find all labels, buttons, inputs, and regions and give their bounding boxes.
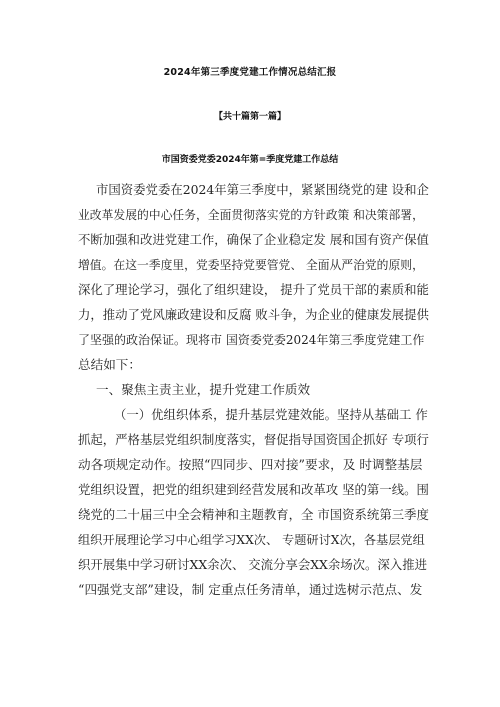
paragraph-line: 深化了理论学习，强化了组织建设， 提升了党员干部的素质和能 [78,282,429,297]
paragraph-line: 增值。在这一季度里，党委坚持党要管党、 全面从严治党的原则， [78,258,424,272]
paragraph-line: 绕党的二十届三中全会精神和主题教育，全 市国资系统第三季度 [78,507,429,522]
subsection-heading: 一、聚焦主责主业，提升党建工作质效 [96,382,311,397]
paragraph-line: 抓起，严格基层党组织制度落实，督促指导国资国企抓好 专项行 [78,432,429,447]
paragraph-line: 组织开展理论学习中心组学习XX次、 专题研讨X次，各基层党组 [78,533,425,547]
paragraph-line: 不断加强和改进党建工作，确保了企业稳定发 展和国有资产保值 [78,232,429,247]
paragraph-line: 总结如下： [78,357,141,372]
paragraph-line: 党组织设置，把党的组织建到经营发展和改革攻 坚的第一线。围 [78,482,429,497]
document-title: 2024年第三季度党建工作情况总结汇报 [163,67,337,78]
document-subtitle: 【共十篇第一篇】 [213,112,286,122]
paragraph-line: 市国资委党委在2024年第三季度中，紧紧围绕党的建 设和企 [96,182,429,197]
paragraph-line: 了坚强的政治保证。现将市 国资委党委2024年第三季度党建工作 [78,333,425,347]
paragraph-line: 织开展集中学习研讨XX余次、 交流分享会XX余场次。深入推进 [78,557,427,572]
paragraph-line: “四强党支部”建设，制 定重点任务清单，通过选树示范点、发 [78,582,423,597]
section-heading: 市国资委党委2024年第=季度党建工作总结 [161,155,339,165]
paragraph-line: 力，推动了党风廉政建设和反腐 败斗争，为企业的健康发展提供 [78,307,429,322]
paragraph-line: 业改革发展的中心任务，全面贯彻落实党的方针政策 和决策部署， [78,208,424,222]
paragraph-line: 动各项规定动作。按照“四同步、四对接”要求，及 时调整基层 [78,457,423,472]
paragraph-line: （一）优组织体系，提升基层党建效能。坚持从基础工 作 [114,407,428,422]
